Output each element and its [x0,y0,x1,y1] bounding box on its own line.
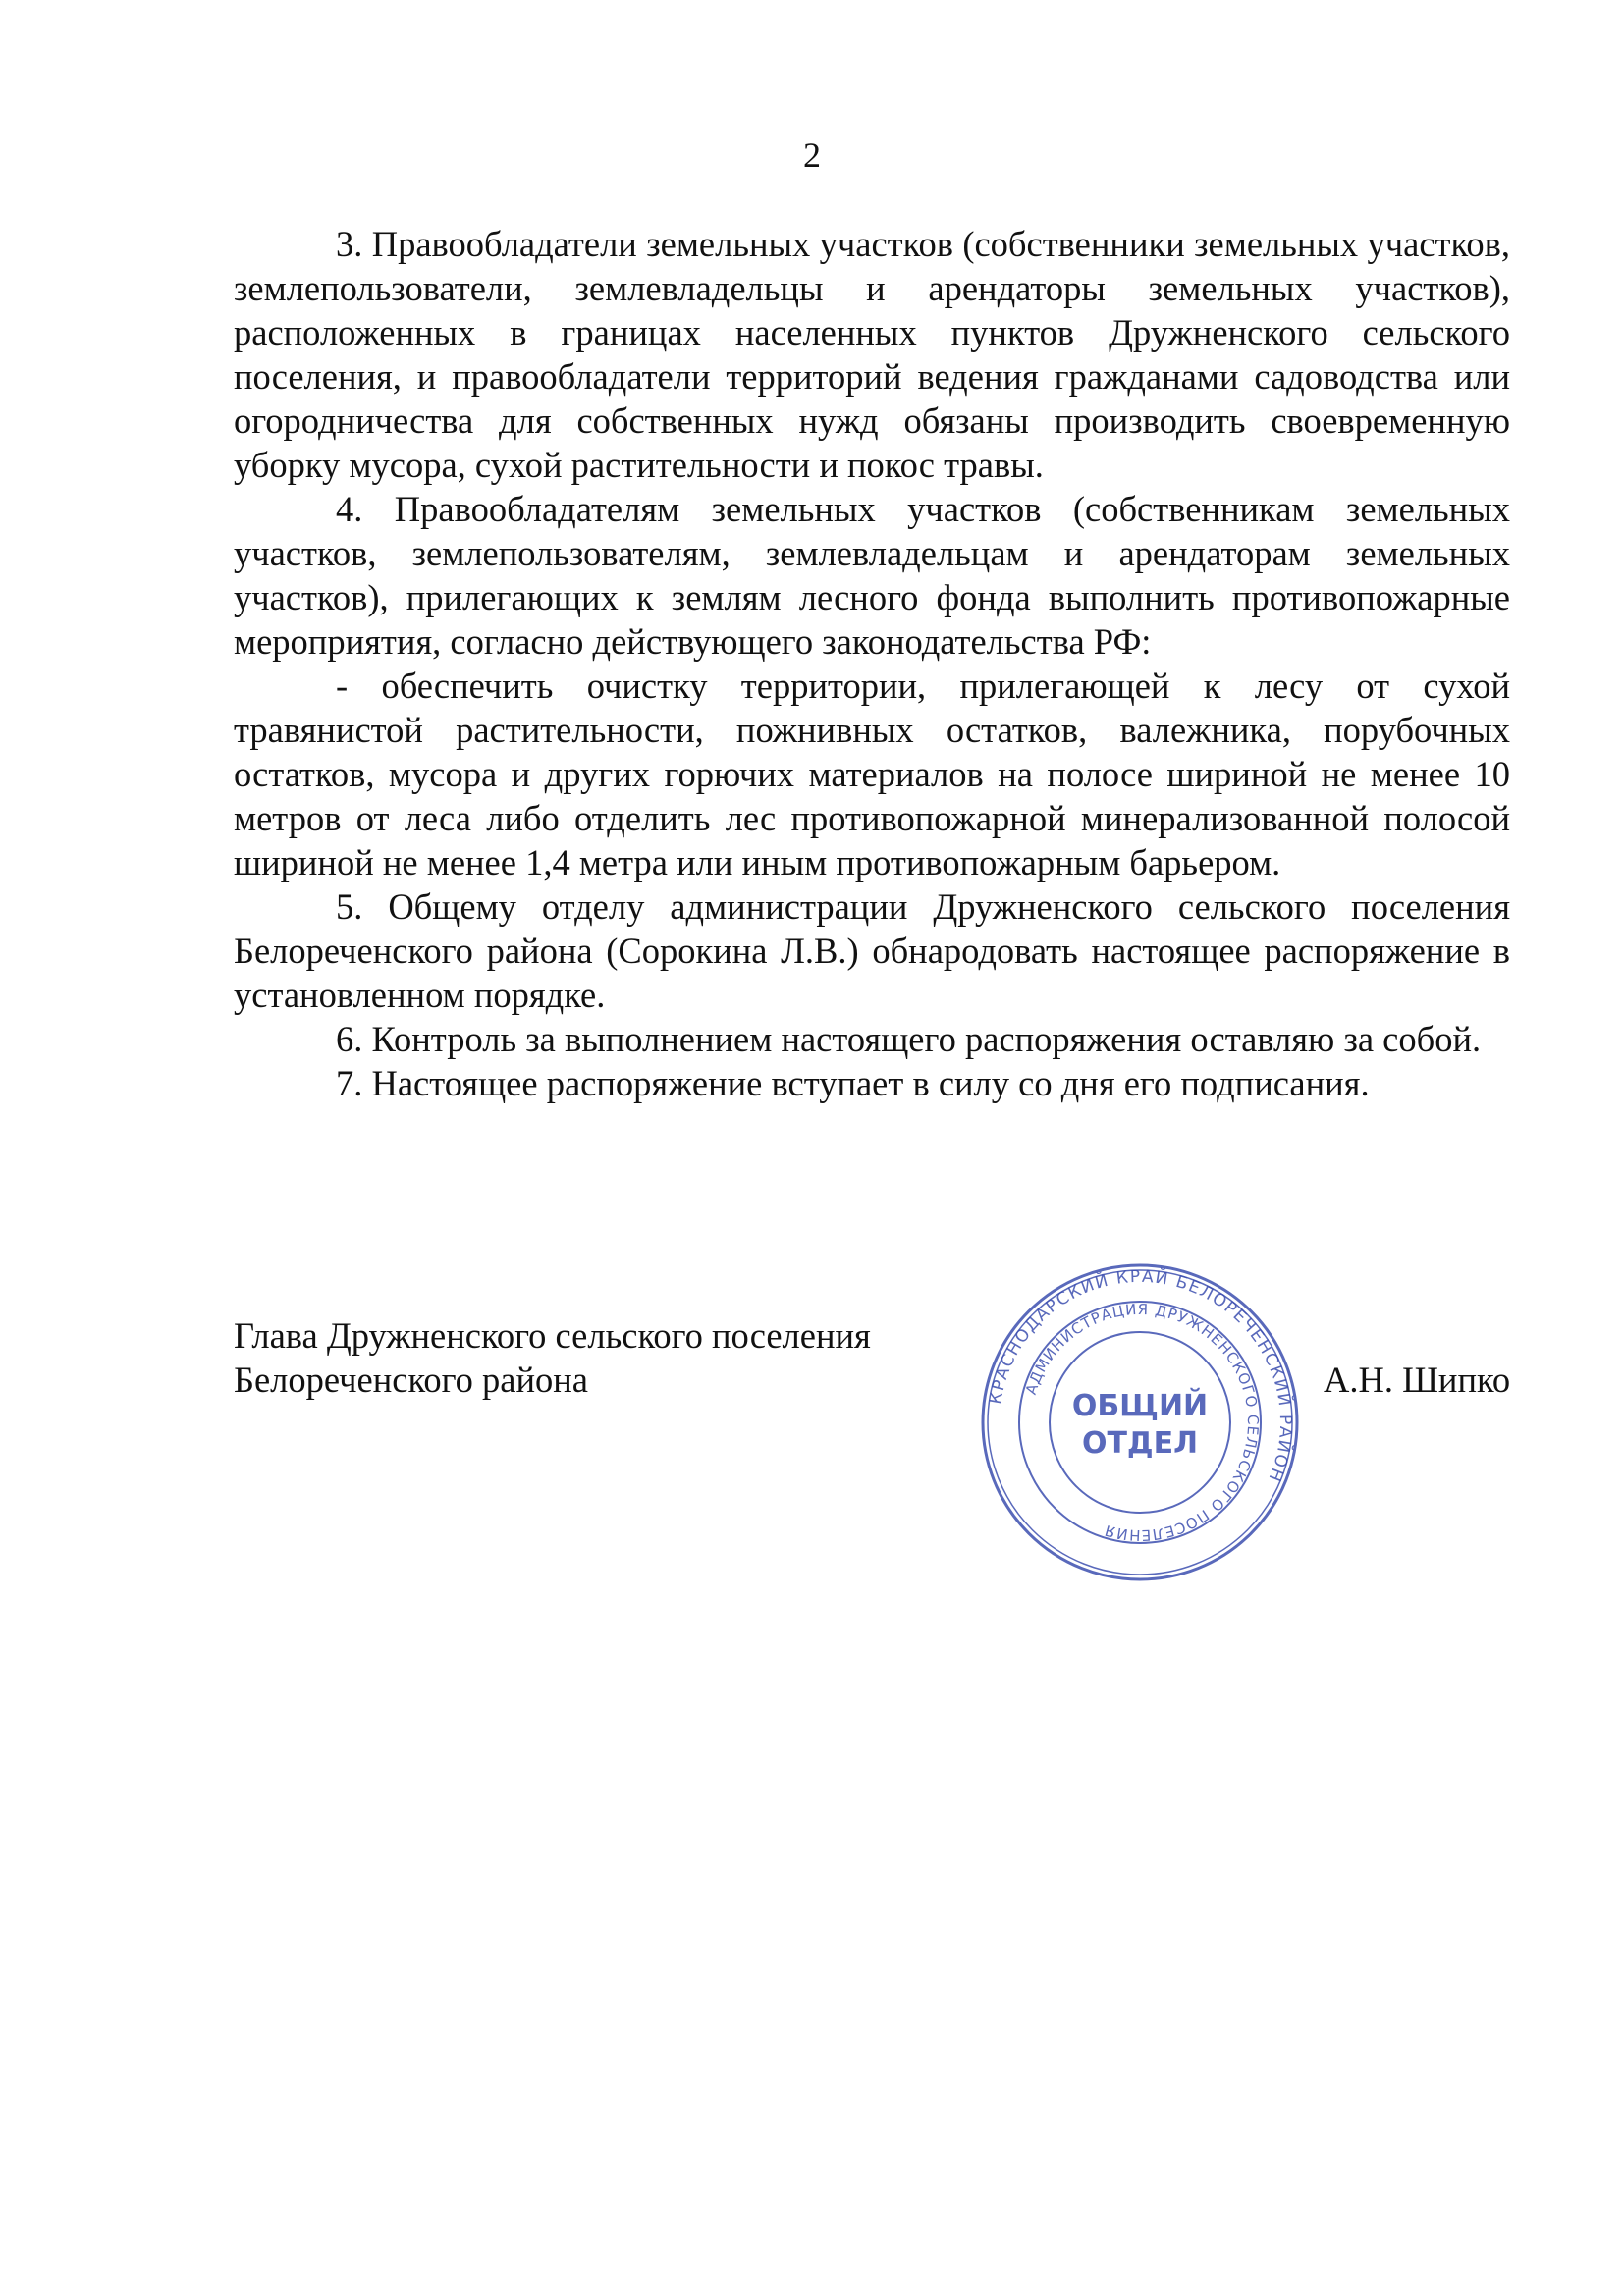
paragraph-item-4: 4. Правообладателям земельных участков (собственникам земельных участков, землепользователям, землевладельцам и арендаторам земельных участков), прилегающих к землям лесного фонда выполнить противопожарные мероприятия, согласно действующего законодательства РФ: [234,489,1510,662]
paragraph-item-6: 6. Контроль за выполнением настоящего распоряжения оставляю за собой. [336,1019,1482,1059]
svg-text:КРАСНОДАРСКИЙ КРАЙ БЕЛОРЕЧЕНСК: КРАСНОДАРСКИЙ КРАЙ БЕЛОРЕЧЕНСКИЙ РАЙОН [986,1266,1296,1486]
signatory-name: А.Н. Шипко [1324,1360,1511,1400]
signatory-position [234,1313,1019,1402]
official-seal-stamp [978,1260,1302,1584]
svg-text:ОТДЕЛ: ОТДЕЛ [1081,1426,1199,1461]
paragraph-item-3: 3. Правообладатели земельных участков (собственники земельных участков, землепользователи, землевладельцы и арендаторы земельных участков), расположенных в границах населенных пунктов Дружненского сельского поселения, и правообладатели территорий ведения гражданами садоводства или огородничества для собственных нужд обязаны производить своевременную уборку мусора, сухой растительности и покос травы. [234,224,1510,485]
document-body [234,222,1510,1105]
paragraph-item-4-subitem: - обеспечить очистку территории, прилегающей к лесу от сухой травянистой растительности, пожнивных остатков, валежника, порубочных остатков, мусора и других горючих материалов на полосе шириной не менее 10 метров от леса либо отделить лес противопожарной минерализованной полосой шириной не менее 1,4 метра или иным противопожарным барьером. [234,666,1510,882]
svg-text:ОБЩИЙ: ОБЩИЙ [1071,1389,1209,1423]
signature-block [234,1266,1530,1608]
signatory-position-line-1: Глава Дружненского сельского поселения [234,1315,871,1356]
paragraph-item-5: 5. Общему отделу администрации Дружненского сельского поселения Белореченского района (Сорокина Л.В.) обнародовать настоящее распоряжение в установленном порядке. [234,886,1510,1015]
page-number: 2 [803,135,821,175]
signatory-position-line-2: Белореченского района [234,1360,588,1400]
svg-text:АДМИНИСТРАЦИЯ ДРУЖНЕНСКОГО СЕЛ: АДМИНИСТРАЦИЯ ДРУЖНЕНСКОГО СЕЛЬСКОГО ПОСЕЛЕНИЯ [1021,1300,1263,1545]
paragraph-item-7: 7. Настоящее распоряжение вступает в силу со дня его подписания. [336,1063,1370,1103]
